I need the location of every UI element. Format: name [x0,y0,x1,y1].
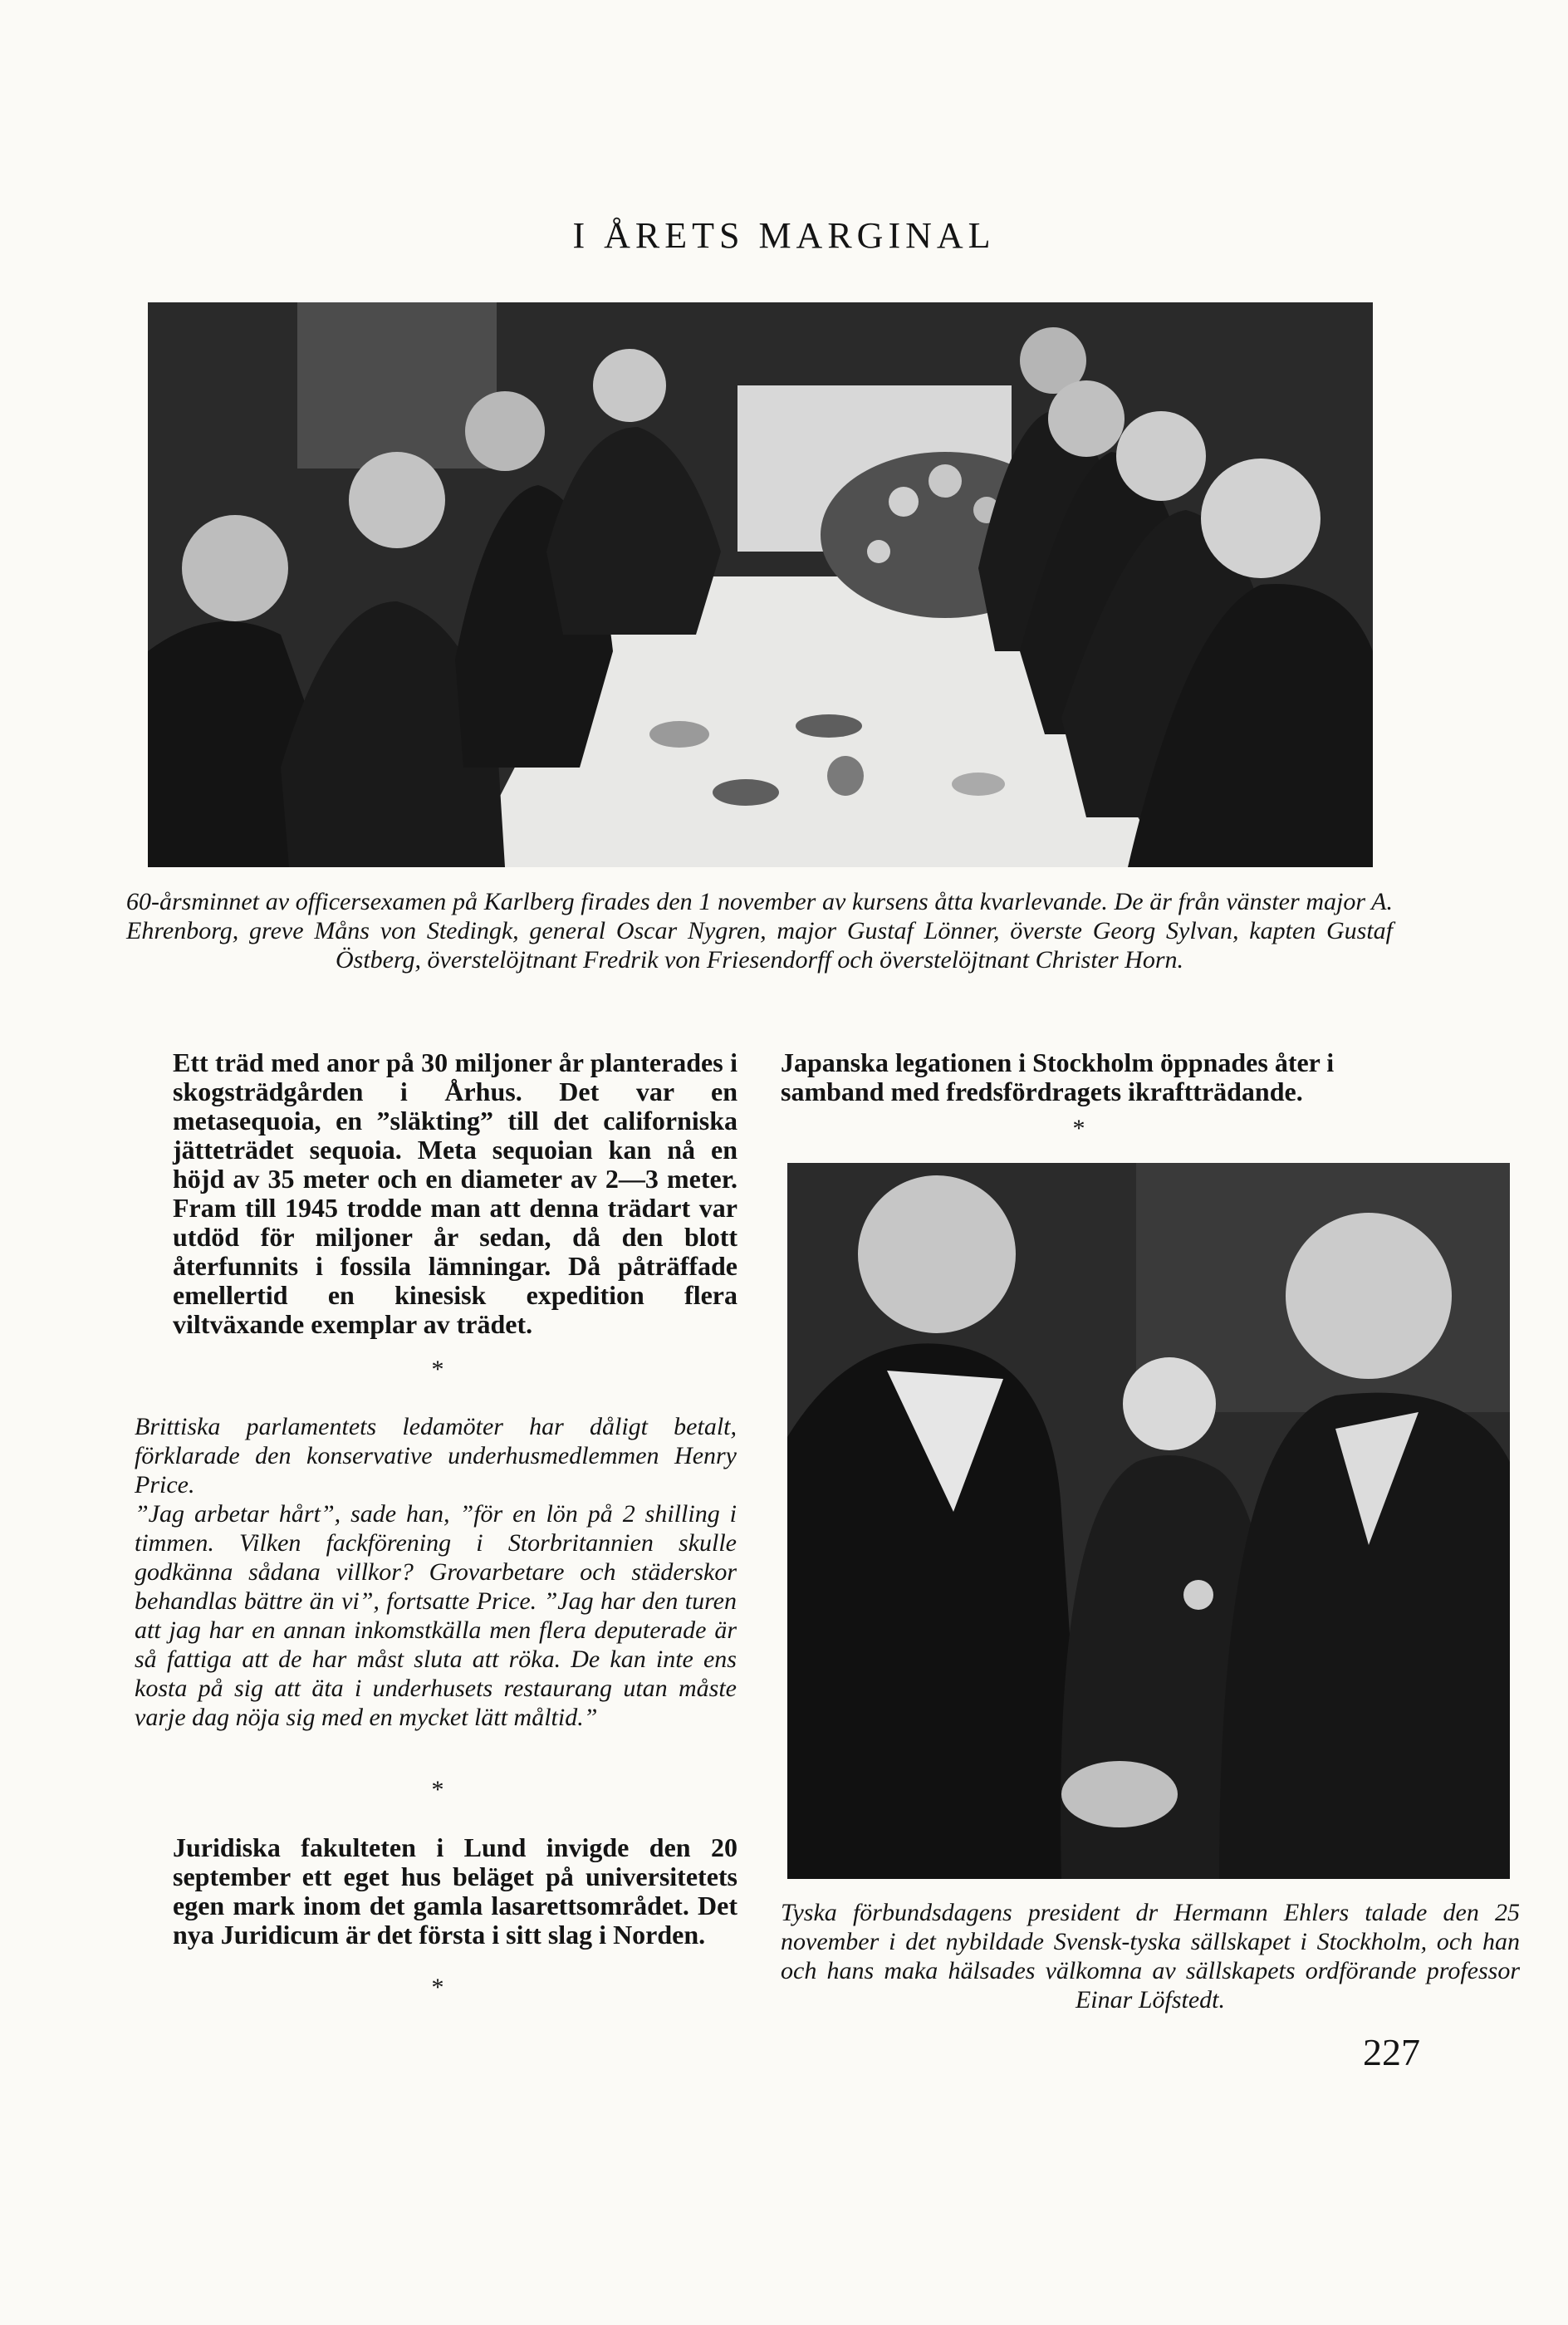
news-item-japanese-legation: Japanska legationen i Stockholm öppnades åter i samband med fredsfördragets ikraftträdande. [781,1047,1335,1106]
section-separator: * [431,1974,444,2001]
quote-paragraph: Brittiska parlamentets ledamöter har dåligt betalt, förklarade den konservative underhusmedlemmen Henry Price. [135,1413,737,1498]
reception-photo-caption: Tyska förbundsdagens president dr Hermann Ehlers talade den 25 november i det nybildade Svensk-tyska sällskapet i Stockholm, och han och hans maka hälsades välkomna av sällskapets ordförande professor Einar Löfstedt. [781,1899,1520,2014]
quote-paragraph: ”Jag arbetar hårt”, sade han, ”för en lön på 2 shilling i timmen. Vilken fackförening i Storbritannien skulle godkänna sådana villkor? Grovarbetare och städerskor behandlas bättre än vi”, fortsatte Price. ”Jag har den turen att jag har en annan inkomstkälla men flera deputerade är så fattiga att de har måst sluta att röka. De kan inte ens kosta på sig att äta i underhusets restaurang utan måste varje dag nöja sig med en mycket lätt måltid.” [135,1500,737,1731]
news-item-juridicum: Juridiska fakulteten i Lund invigde den 20 september ett eget hus beläget på universitetets egen mark inom det gamla lasarettsområdet. Det nya Juridicum är det första i sitt slag i Norden. [173,1832,737,1950]
page-number: 227 [1363,2031,1420,2073]
section-separator: * [431,1356,444,1383]
section-separator: * [1072,1115,1085,1142]
news-item-parliament-pay [135,1412,737,1732]
section-separator: * [431,1776,444,1803]
banquet-photo [148,302,1373,867]
page-title: I ÅRETS MARGINAL [572,215,996,256]
banquet-photo-caption: 60-årsminnet av officersexamen på Karlberg firades den 1 november av kursens åtta kvarlevande. De är från vänster major A. Ehrenborg, greve Måns von Stedingk, general Oscar Nygren, major Gustaf Lönner, överste Georg Sylvan, kapten Gustaf Östberg, överstelöjtnant Fredrik von Friesendorff och överstelöjtnant Christer Horn. [126,888,1393,974]
reception-photo [787,1163,1510,1879]
news-item-tree: Ett träd med anor på 30 miljoner år planterades i skogsträdgården i Århus. Det var en metasequoia, en ”släkting” till det californiska jätteträdet sequoia. Meta sequoian kan nå en höjd av 35 meter och en diameter av 2—3 meter. Fram till 1945 trodde man att denna trädart var utdöd för miljoner år sedan, då den blott återfunnits i fossila lämningar. Då påträffade emellertid en kinesisk expedition flera viltväxande exemplar av trädet. [173,1047,737,1339]
